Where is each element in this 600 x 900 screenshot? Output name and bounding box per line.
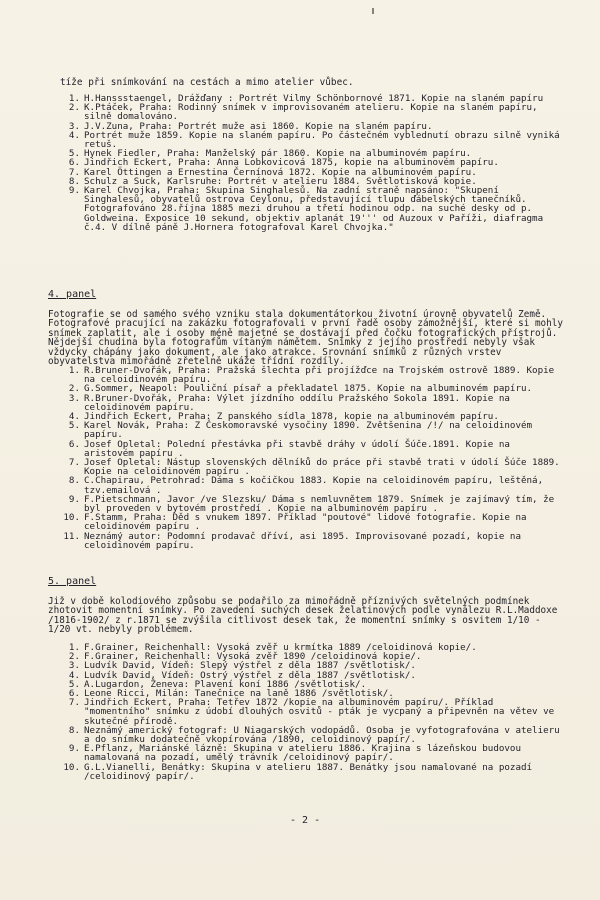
list-item-number: 2. [68,651,80,663]
list-item-number: 1. [68,365,80,376]
list-item [60,440,560,458]
list-item-text: C.Chapirau, Petrohrad: Dáma s kočičkou 1883. Kopie na celoidinovém papíru, leštěná, tzv.emailová . [84,475,544,496]
list-item-number: 11. [63,530,80,542]
list-item [60,532,560,550]
list-item-text: Jindřich Eckert, Praha: Z panského sídla 1878, kopie na albuminovém papíru. [84,411,499,423]
list-item-text: J.V.Zuna, Praha: Portrét muže asi 1860. Kopie na slaném papíru. [84,120,433,132]
list-item-text: F.Grainer, Reichenhall: Vysoká zvěř 1890 /celoidinová kopie/. [84,651,422,663]
list-item [60,366,560,384]
list-item-number: 2. [68,102,80,114]
list-item [60,103,560,121]
list-item-number: 5. [68,148,80,160]
list-item [60,744,560,762]
list-item-text: G.L.Vianelli, Benátky: Skupina v atelieru 1887. Benátky jsou namalované na pozadí /celoidinový papír/. [84,761,533,782]
list-item-text: A.Lugardon, Ženeva: Plavení koní 1886 /světlotisk/. [84,678,367,690]
list-item-text: Ludvík David, Vídeň: Ostrý výstřel z děla 1887 /světlotisk/. [84,669,416,681]
list-item-text: K.Ptáček, Praha: Rodinný snímek v improvisovaném atelieru. Kopie na slaném papíru, silně domalováno. [84,102,538,123]
list-item-number: 7. [68,166,80,178]
panel-4-heading: 4. panel [48,289,97,300]
list-item [60,726,560,744]
list-item-text: Karel Öttingen a Ernestina Černínová 1872. Kopie na albuminovém papíru. [84,166,477,178]
list-item-text: F.Pietschmann, Javor /ve Slezsku/ Dáma s nemluvnětem 1879. Snímek je zajímavý tím, že byl proveden v bytovém prostředí . Kopie na albuminovém papíru . [84,493,555,515]
panel-5-list [60,643,560,781]
list-item-text: F.Stamm, Praha: Děd s vnukem 1897. Příklad "poutové" lidové fotografie. Kopie na celoidinovém papíru . [84,512,527,533]
list-item-number: 10. [63,512,80,524]
list-item-text: Jindřich Eckert, Praha: Tetřev 1872 /kopie na albuminovém papíru/. Příklad "momentního" snímku z údobí dlouhých osvitů - pták je vycpaný a připevněn na větev ve skutečné přírodě. [84,697,555,727]
list-item-text: R.Bruner-Dvořák, Praha: Výlet jízdního oddílu Pražského Sokola 1891. Kopie na celoidinovém papíru. [84,392,510,413]
panel-5-heading: 5. panel [48,576,97,587]
list-item-text: Schulz a Suck, Karlsruhe: Portrét v atelieru 1884. Světlotisková kopie. [84,175,477,187]
list-item-number: 9. [68,743,80,755]
list-item-text: Hynek Fiedler, Praha: Manželský pár 1860. Kopie na albuminovém papíru. [84,148,472,160]
list-item [60,698,560,726]
list-item-text: Neznámý autor: Podomní prodavač dříví, asi 1895. Improvisované pozadí, kopie na celoidinovém papíru. [84,530,521,551]
list-item-number: 4. [68,129,80,141]
list-item-number: 8. [68,175,80,187]
list-item-number: 10. [63,761,80,773]
panel-4-paragraph: Fotografie se od samého svého vzniku stala dokumentátorkou životní úrovně obyvatelů Země. Fotografové pracující na zakázku fotografovali v první řadě osoby zámožnější, které si mohly snímek zaplatit, ale i osoby méně majetné se dostávají před čočku fotografických přístrojů. Nějdejší chudina byla fotografům vítaným námětem. Snímky z jejího prostředí nebyly však vždycky chápány jako dokument, ale jako atrakce. Srovnání snímků z různých vrstev obyvatelstva mimořádně zřetelně ukáže třídní rozdíly. [48,309,563,368]
list-item-text: Portrét muže 1859. Kopie na slaném papíru. Po částečném vyblednutí obrazu silně vyniká retuš. [84,129,560,151]
list-item-number: 3. [68,392,80,404]
list-item-number: 7. [68,697,80,709]
list-item-number: 6. [68,688,80,700]
list-item-number: 2. [68,383,80,395]
panel-5-paragraph: Již v době kolodiového způsobu se podařilo za mimořádně příznivých světelných podmínek zhotovit momentní snímky. Po zavedení suchých desek želatinových podle vynálezu R.L.Maddoxe /1816-1902/ z r.1871 se zvýšila citlivost desek tak, že momentní snímky s osvitem 1/10 - 1/20 vt. nebyly problémem. [48,596,558,636]
list-item-number: 7. [68,457,80,469]
list-item-number: 1. [68,93,80,104]
list-item-text: Karel Chvojka, Praha: Skupina Singhalesů. Na zadní straně napsáno: "Skupení Singhalesů, obyvatelů ostrova Ceylonu, představující tlupu ďábelských tanečníků. Fotografováno 28.října 1885 mezi druhou a třetí hodinou odp. na suché desky od p. Goldweina. Exposice 10 sekund, objektiv aplanát 19''' od Auzoux v Paříži, diafragma č.4. V dílně páně J.Hornera fotografoval Karel Chvojka." [84,185,544,233]
list-item-number: 3. [68,120,80,132]
list-item-number: 9. [68,493,80,505]
paper-speck [372,8,374,14]
list-item-text: Josef Opletal: Nástup slovenských dělníků do práce při stavbě trati v údolí Šúče 1889. Kopie na celoidinovém papíru . [84,457,560,478]
list-item-text: G.Sommer, Neapol: Pouliční písař a překladatel 1875. Kopie na albuminovém papíru. [84,383,533,395]
list-item-text: R.Bruner-Dvořák, Praha: Pražská šlechta při projížďce na Trojském ostrově 1889. Kopie na celoidinovém papíru. [84,365,555,386]
list-item-text: Ludvík David, Vídeň: Slepý výstřel z děla 1887 /světlotisk/. [84,660,416,672]
panel-4-list [60,366,560,550]
list-item-text: Karel Novák, Praha: Z Českomoravské vysočiny 1890. Zvětšenina /!/ na celoidinovém papíru. [84,420,533,441]
page-number: - 2 - [290,815,321,826]
list-item-number: 8. [68,724,80,736]
list-item-text: Josef Opletal: Polední přestávka při stavbě dráhy v údolí Šúče.1891. Kopie na aristovém papíru . [84,438,510,459]
intro-line: tíže při snímkování na cestách a mimo atelier vůbec. [60,77,354,88]
list-item-text: Neznámý americký fotograf: U Niagarských vodopádů. Osoba je vyfotografována v atelieru a do snímku dodatečně vkopírována /1890, celoidinový papír/. [84,724,560,746]
list-item [60,476,560,494]
list-item [60,513,560,531]
list-item [60,763,560,781]
list-item [60,186,560,232]
list-item-number: 5. [68,420,80,432]
list-item-number: 1. [68,642,80,653]
list-item-text: Jindřich Eckert, Praha: Anna Lobkovicová 1875, kopie na albuminovém papíru. [84,157,499,169]
list-item-number: 4. [68,411,80,423]
list-1 [60,94,560,232]
list-item-number: 8. [68,475,80,487]
list-item-number: 5. [68,678,80,690]
list-item [60,394,560,412]
list-item [60,131,560,149]
list-item [60,495,560,513]
list-item-number: 3. [68,660,80,672]
list-item-number: 6. [68,157,80,169]
list-item-text: H.Hanssstaengel, Drážďany : Portrét Vilmy Schönbornové 1871. Kopie na slaném papíru [84,93,544,104]
list-item [60,458,560,476]
list-item-number: 4. [68,669,80,681]
list-item-text: E.Pflanz, Mariánské lázně: Skupina v atelieru 1886. Krajina s lázeňskou budovou namalovaná na pozadí, umělý trávník /celoidinový papír/. [84,743,521,764]
list-item [60,421,560,439]
list-item-text: Leone Ricci, Milán: Tanečnice na laně 1886 /světlotisk/. [84,688,394,700]
list-item-number: 9. [68,185,80,197]
list-item-number: 6. [68,438,80,450]
list-item-text: F.Grainer, Reichenhall: Vysoká zvěř u krmítka 1889 /celoidinová kopie/. [84,642,477,653]
